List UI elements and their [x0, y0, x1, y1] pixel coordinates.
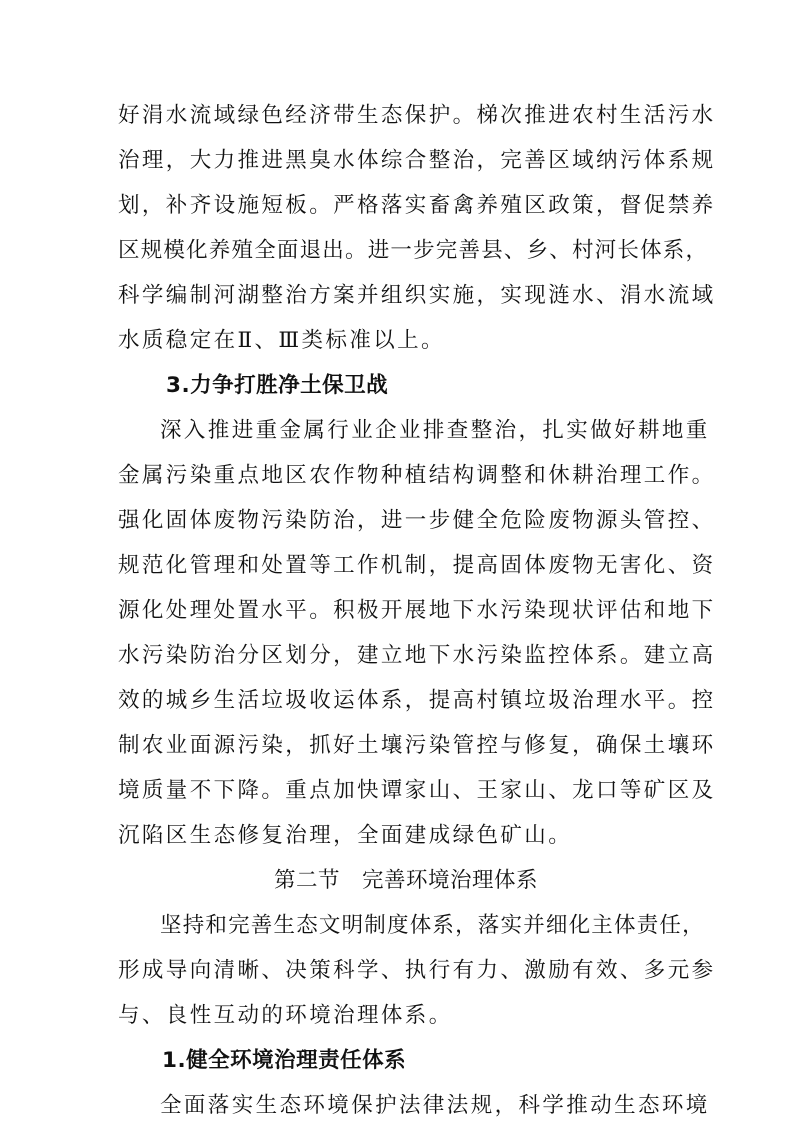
body-text-line: 治理，大力推进黑臭水体综合整治，完善区域纳污体系规 — [118, 148, 716, 173]
body-text-line: 制农业面源污染，抓好土壤污染管控与修复，确保土壤环 — [118, 733, 716, 758]
body-text-line: 划，补齐设施短板。严格落实畜禽养殖区政策，督促禁养 — [118, 193, 716, 218]
body-text-line: 好涓水流域绿色经济带生态保护。梯次推进农村生活污水 — [118, 103, 716, 128]
section-title: 第二节 完善环境治理体系 — [274, 868, 539, 893]
body-text-line: 效的城乡生活垃圾收运体系，提高村镇垃圾治理水平。控 — [118, 688, 716, 713]
subsection-heading: 1.健全环境治理责任体系 — [162, 1048, 407, 1073]
body-text-line: 水质稳定在Ⅱ、Ⅲ类标准以上。 — [118, 328, 445, 353]
body-text-line: 形成导向清晰、决策科学、执行有力、激励有效、多元参 — [118, 958, 716, 983]
body-text-line: 规范化管理和处置等工作机制，提高固体废物无害化、资 — [118, 553, 716, 578]
body-text-line: 坚持和完善生态文明制度体系，落实并细化主体责任， — [160, 913, 705, 938]
body-text-line: 金属污染重点地区农作物种植结构调整和休耕治理工作。 — [118, 463, 716, 488]
body-text-line: 水污染防治分区划分，建立地下水污染监控体系。建立高 — [118, 643, 716, 668]
body-text-line: 境质量不下降。重点加快谭家山、王家山、龙口等矿区及 — [118, 778, 716, 803]
subsection-heading: 3.力争打胜净土保卫战 — [166, 373, 389, 398]
body-text-line: 科学编制河湖整治方案并组织实施，实现涟水、涓水流域 — [118, 283, 716, 308]
body-text-line: 与、良性互动的环境治理体系。 — [118, 1003, 453, 1028]
body-text-line: 强化固体废物污染防治，进一步健全危险废物源头管控、 — [118, 508, 716, 533]
body-text-line: 深入推进重金属行业企业排查整治，扎实做好耕地重 — [160, 418, 710, 443]
body-text-line: 沉陷区生态修复治理，全面建成绿色矿山。 — [118, 823, 573, 848]
body-text-line: 源化处理处置水平。积极开展地下水污染现状评估和地下 — [118, 598, 716, 623]
body-text-line: 区规模化养殖全面退出。进一步完善县、乡、村河长体系， — [118, 238, 709, 263]
body-text-line: 全面落实生态环境保护法律法规，科学推动生态环境 — [160, 1093, 710, 1118]
